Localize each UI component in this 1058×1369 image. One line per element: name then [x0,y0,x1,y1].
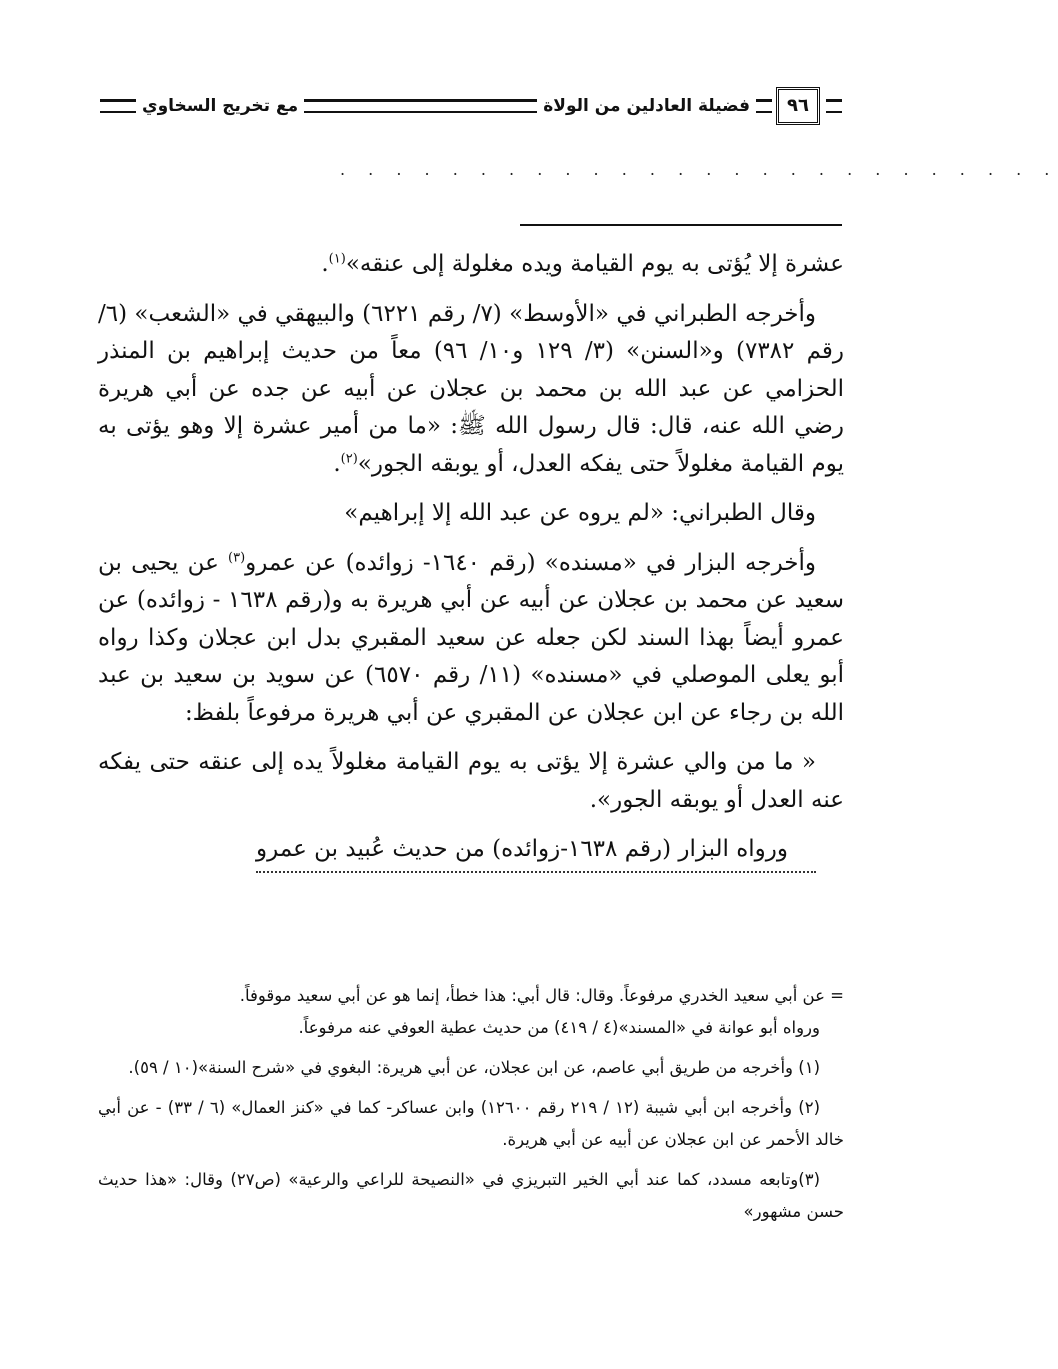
footnotes [98,980,844,1228]
paragraph-text: وأخرجه البزار في «مسنده» (رقم ١٦٤٠- زوائده) عن عمرو [245,549,816,576]
footnote-ref: (١) [328,251,346,267]
paragraph: وقال الطبراني: «لم يروه عن عبد الله إلا إبراهيم» [344,500,816,526]
footnote: (٢) وأخرجه ابن أبي شيبة (١٢ / ٢١٩ رقم ١٢٦٠٠) وابن عساكر- كما في «كنز العمال» (٦ / ٣٣) - عن أبي خالد الأحمر عن ابن عجلان عن أبيه عن أبي هريرة. [98,1098,844,1149]
footnote: (٣)وتابعه مسدد، كما عند أبي الخير التبريزي في «النصيحة للراعي والرعية» (ص٢٧) وقال: «هذا حديث حسن مشهور» [98,1170,844,1221]
quoted-hadith: « ما من والي عشرة إلا يؤتى به يوم القيامة مغلولاً يده إلى عنقه حتى يفكه عنه العدل أو يوبقه الجور». [98,749,844,813]
header-rule [100,99,136,113]
footnote: ورواه أبو عوانة في «المسند»(٤ / ٤١٩) من حديث عطية العوفي عنه مرفوعاً. [298,1018,820,1037]
main-text [98,246,844,873]
paragraph-text: عشرة إلا يُؤتى به يوم القيامة ويده مغلولة إلى عنقه» [345,251,844,277]
separator-rule [520,224,842,226]
header-rule [756,99,772,113]
paragraph [98,831,844,873]
footnote: = عن أبي سعيد الخدري مرفوعاً. وقال: قال أبي: هذا خطأ، إنما هو عن أبي سعيد موقوفاً. [239,986,844,1005]
header-rule [826,99,842,113]
page-header [100,88,842,124]
header-rule [304,99,537,113]
paragraph [98,296,844,484]
book-subtitle: مع تخريج السخاوي [142,96,299,116]
footnote-ref: (٣) [228,549,246,565]
book-title: فضيلة العادلين من الولاة [543,96,751,116]
paragraph-text: عن يحيى بن سعيد عن محمد بن عجلان عن أبيه عن أبي هريرة به و(رقم ١٦٣٨ - زوائده) عن عمرو أيضاً بهذا السند لكن جعله عن سعيد المقبري بدل ابن عجلان وكذا رواه أبو يعلى الموصلي في «مسنده» (١١/ رقم ٦٥٧٠) عن سويد بن سعيد بن عبد الله بن رجاء عن ابن عجلان عن المقبري عن أبي هريرة مرفوعاً بلفظ: [98,549,845,726]
paragraph-text: . [321,251,329,277]
paragraph-text: . [333,450,341,477]
page-number: ٩٦ [776,87,820,125]
footnote: (١) وأخرجه من طريق أبي عاصم، عن ابن عجلان، عن أبي هريرة: البغوي في «شرح السنة»(١٠ / ٥٩). [128,1058,820,1077]
paragraph [98,246,844,284]
paragraph-text: وأخرجه الطبراني في «الأوسط» (٧/ رقم ٦٢٢١) والبيهقي في «الشعب» (٦/ رقم ٧٣٨٢) و«السنن» (٣/ ١٢٩ و١٠/ ٩٦) معاً من حديث إبراهيم بن المنذر الحزامي عن عبد الله بن محمد بن عجلان عن أبيه عن جده عن أبي هريرة رضي الله عنه، قال: قال رسول الله ﷺ: «ما من أمير عشرة إلا وهو يؤتى به يوم القيامة مغلولاً حتى يفكه العدل، أو يوبقه الجور» [98,300,845,477]
continuation-dots: . . . . . . . . . . . . . . . . . . . . . . . . . . [340,160,1058,179]
footnote-ref: (٢) [340,450,358,466]
paragraph-text: ورواه البزار (رقم ١٦٣٨-زوائده) من حديث عُبيد بن عمرو [256,831,816,873]
paragraph [98,545,844,733]
